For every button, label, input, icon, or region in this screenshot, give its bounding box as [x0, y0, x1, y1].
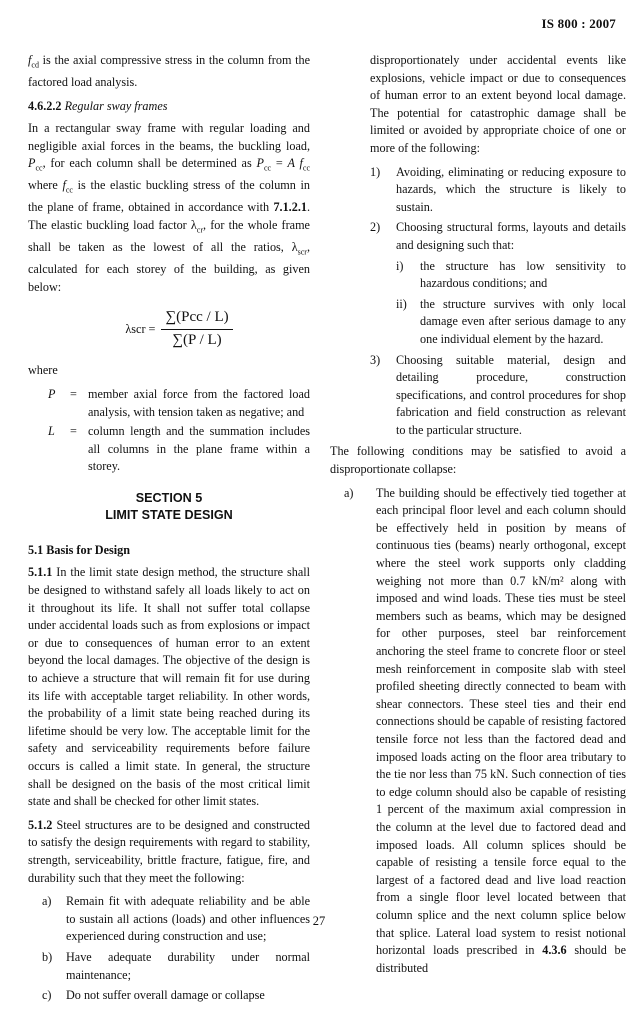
section-title: LIMIT STATE DESIGN: [105, 507, 233, 522]
section-5-heading: [28, 490, 310, 524]
list-item: 3) Choosing suitable material, design and detailing procedure, construction specifications, and control procedures for shop fabrication and field construction as relevant to the particular structure.: [370, 352, 626, 437]
heading-4-6-2-2: 4.6.2.2 Regular sway frames: [28, 98, 168, 113]
paragraph-fcd: $f_{cd}$ is the axial compressive stress in the column from the factored load analysis.: [28, 53, 310, 90]
sub-list: [370, 258, 626, 349]
right-column: [330, 52, 626, 980]
hazard-options-list: [330, 164, 626, 440]
definition-L: L = column length and the summation includes all columns in the plane frame within a storey.: [48, 424, 310, 474]
definition-P: P = member axial force from the factored load analysis, with tension taken as negative; and: [48, 386, 310, 419]
paragraph-continued: disproportionately under accidental events like explosions, vehicle impact or due to consequences of human error to an extent beyond local damage. The potential for catastrophic damage shall be limited or avoided by appropriate choice of one or more of the following:: [370, 53, 626, 155]
list-item: 2) Choosing structural forms, layouts and details and designing such that:: [370, 220, 626, 252]
sub-list-item: i) the structure has low sensitivity to hazardous conditions; and: [396, 258, 626, 291]
page-header-standard: IS 800 : 2007: [541, 16, 616, 31]
formula-numerator: ∑(Pcc / L): [161, 309, 232, 330]
paragraph-conditions: The following conditions may be satisfied to avoid a disproportionate collapse:: [330, 444, 626, 477]
formula-denominator: ∑(P / L): [172, 331, 222, 348]
heading-5-1: 5.1 Basis for Design: [28, 542, 131, 557]
condition-a: a) The building should be effectively tied together at each principal floor level and each column should be effectively held in position by means of continuous ties (beams) nearly orthogonal, except where the steel work supports only cladding weighing not more than 0.7 kN/m² along with imposed and wind loads. These ties must be steel members such as beams, which may be designed for other purposes, steel bar reinforcement anchoring the steel frame to concrete floor or steel mesh reinforcement in composite slab with steel profiled sheeting directly connected to beam with shear connectors. These steel ties and their end connections should be capable of resisting factored tensile force not less than the factored dead and imposed loads acting on the floor area tributary to the tie nor less than 75 kN. Such connection of ties to edge column should also be capable of resisting 1 percent of the maximum axial compression in the column at the level due to factored dead and imposed loads. All column splices should be capable of resisting a tensile force equal to the largest of a factored dead and live load reaction from a single floor level located between that column splice and the next column splice below that splice. Lateral load system to resist notional horizontal loads prescribed in 4.3.6 should be distributed: [344, 485, 627, 975]
sub-list-item: ii) the structure survives with only local damage even after serious damage to any one individual element by the hazard.: [396, 296, 626, 346]
list-item: a) Remain fit with adequate reliability and be able to sustain all actions (loads) and other influences experienced during construction and use;: [42, 894, 310, 944]
list-item: b) Have adequate durability under normal maintenance;: [42, 949, 310, 982]
left-column: [28, 52, 310, 1009]
formula-lambda-scr: [48, 304, 310, 354]
formula-lhs: λscr =: [125, 321, 156, 336]
where-label: where: [28, 363, 58, 378]
list-item: 1) Avoiding, eliminating or reducing exposure to hazards, which the structure is likely to sustain.: [370, 164, 626, 214]
definitions-list: [28, 386, 310, 476]
page-number: 27: [312, 914, 326, 928]
paragraph-5-1-1: 5.1.1 In the limit state design method, the structure shall be designed to withstand safely all loads likely to act on it throughout its life. It shall not suffer total collapse under accidental loads such as from explosions or impact or due to consequences of human error to an extent beyond the local damages. The objective of the design is to achieve a structure that will remain fit for use during its life with acceptable target reliability. In other words, the probability of a limit state being reached during its lifetime should be very low. The acceptable limit for the safety and serviceability requirements before failure occurs is called a limit state. In general, the structure shall be designed on the basis of the most critical limit state and shall be checked for other limit states.: [28, 565, 310, 809]
paragraph-5-1-2: 5.1.2 Steel structures are to be designed and constructed to satisfy the design requirements with regard to stability, strength, serviceability, brittle fracture, fatigue, fire, and durability such that they meet the following:: [28, 817, 310, 885]
section-number: SECTION 5: [135, 490, 203, 505]
requirements-list: [28, 893, 310, 1005]
list-item: c) Do not suffer overall damage or collapse: [42, 988, 265, 1003]
paragraph-sway-frame: In a rectangular sway frame with regular loading and negligible axial forces in the beams, the buckling load, $P_{cc}$, for each column shall be determined as $P_{cc} = A$ $f_{cc}$ where $f_{cc}$ is the elastic buckling stress of the column in the plane of frame, obtained in accordance with 7.1.2.1. The elastic buckling load factor $\lambda_{cr}$, for the whole frame shall be taken as the lowest of all the ratios, $\lambda_{scr}$, calculated for each storey of the building, as given below:: [28, 121, 311, 294]
